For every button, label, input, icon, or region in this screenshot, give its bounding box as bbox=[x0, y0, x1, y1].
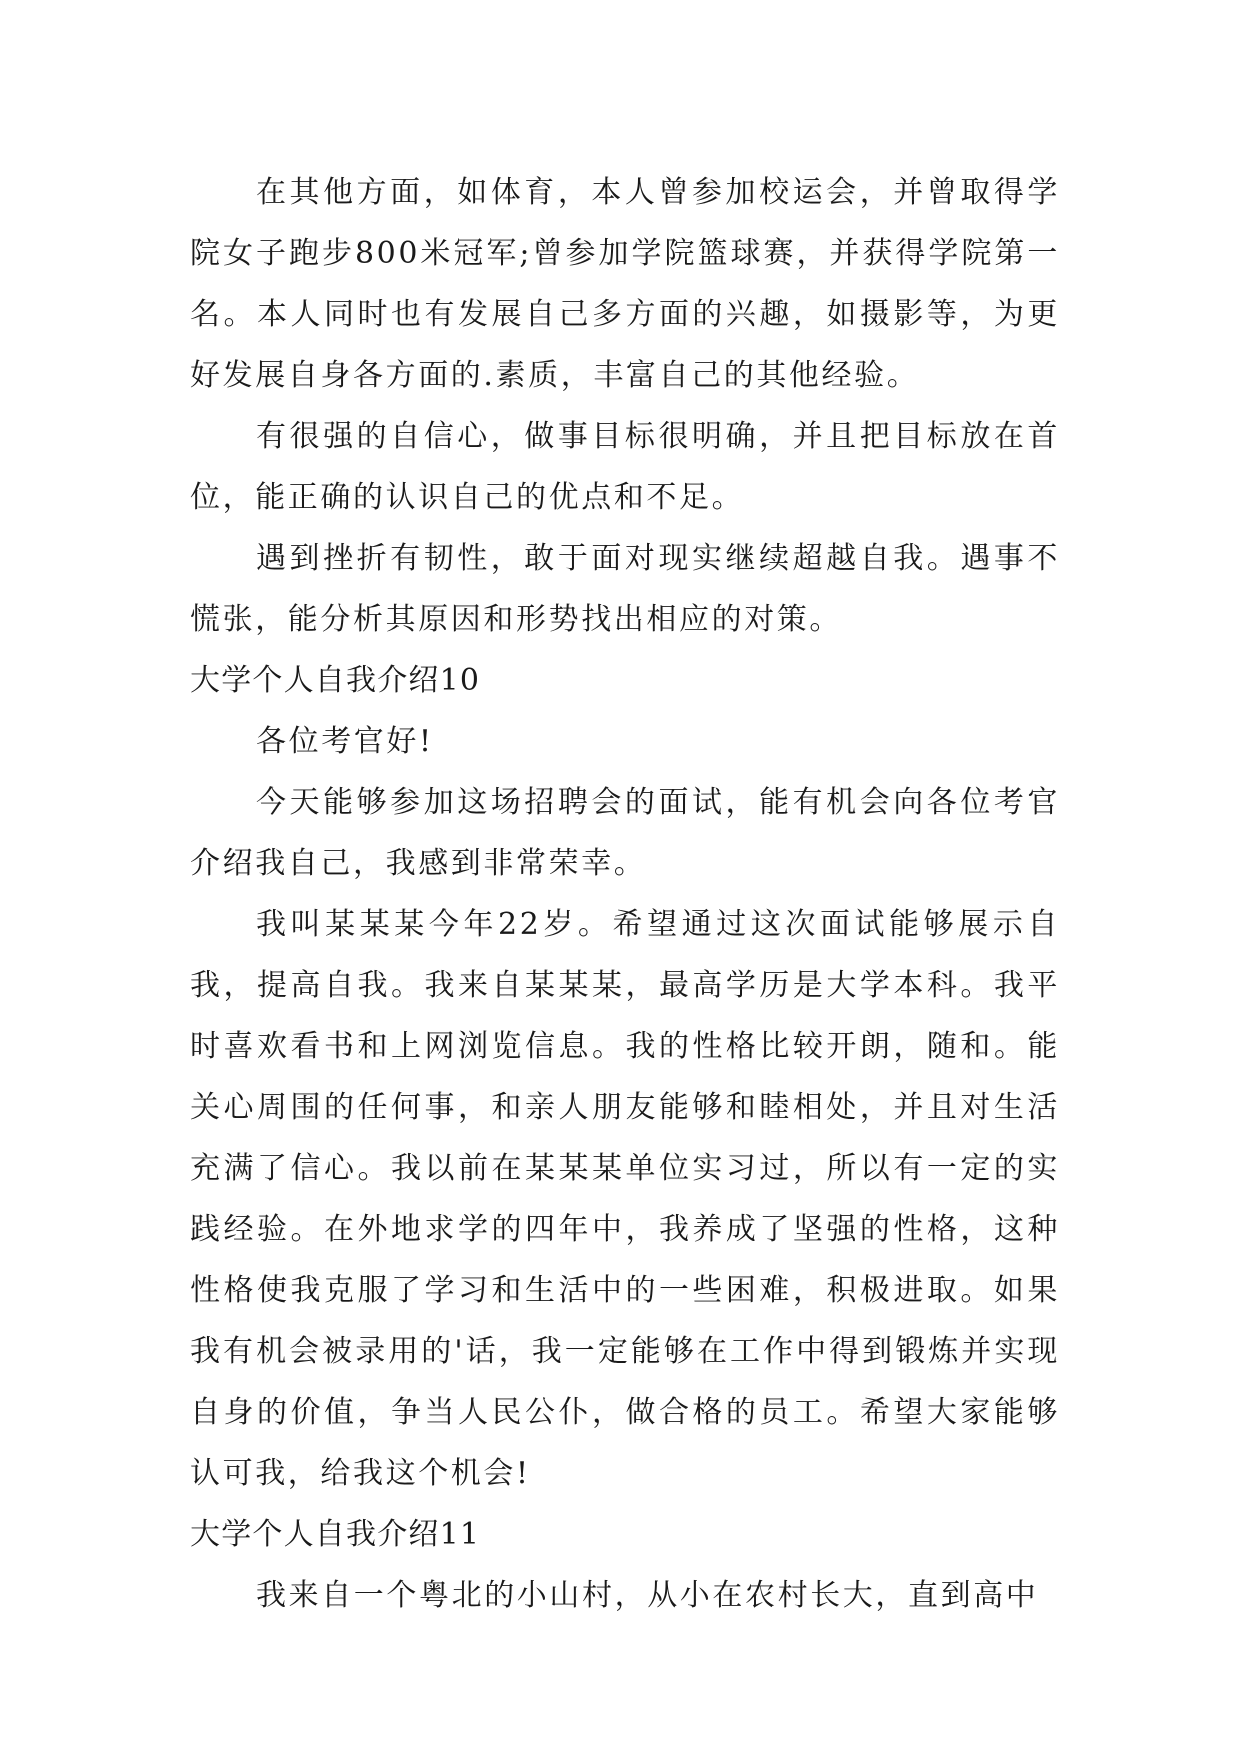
paragraph-sports: 在其他方面，如体育，本人曾参加校运会，并曾取得学院女子跑步800米冠军;曾参加学院篮球赛，并获得学院第一名。本人同时也有发展自己多方面的兴趣，如摄影等，为更好发展自身各方面的.素质，丰富自己的其他经验。 bbox=[190, 175, 1060, 393]
document-body bbox=[190, 162, 1060, 1626]
paragraph-resilience: 遇到挫折有韧性，敢于面对现实继续超越自我。遇事不慌张，能分析其原因和形势找出相应的对策。 bbox=[190, 541, 1060, 637]
section-heading-10: 大学个人自我介绍10 bbox=[190, 663, 481, 698]
section-heading-11: 大学个人自我介绍11 bbox=[190, 1517, 481, 1552]
paragraph-greeting: 各位考官好! bbox=[256, 724, 434, 759]
paragraph-origin: 我来自一个粤北的小山村，从小在农村长大，直到高中 bbox=[256, 1578, 1039, 1613]
paragraph-self-intro: 我叫某某某今年22岁。希望通过这次面试能够展示自我，提高自我。我来自某某某，最高学历是大学本科。我平时喜欢看书和上网浏览信息。我的性格比较开朗，随和。能关心周围的任何事，和亲人朋友能够和睦相处，并且对生活充满了信心。我以前在某某某单位实习过，所以有一定的实践经验。在外地求学的四年中，我养成了坚强的性格，这种性格使我克服了学习和生活中的一些困难，积极进取。如果我有机会被录用的'话，我一定能够在工作中得到锻炼并实现自身的价值，争当人民公仆，做合格的员工。希望大家能够认可我，给我这个机会! bbox=[190, 907, 1060, 1491]
paragraph-confidence: 有很强的自信心，做事目标很明确，并且把目标放在首位，能正确的认识自己的优点和不足。 bbox=[190, 419, 1060, 515]
paragraph-opening: 今天能够参加这场招聘会的面试，能有机会向各位考官介绍我自己，我感到非常荣幸。 bbox=[190, 785, 1060, 881]
